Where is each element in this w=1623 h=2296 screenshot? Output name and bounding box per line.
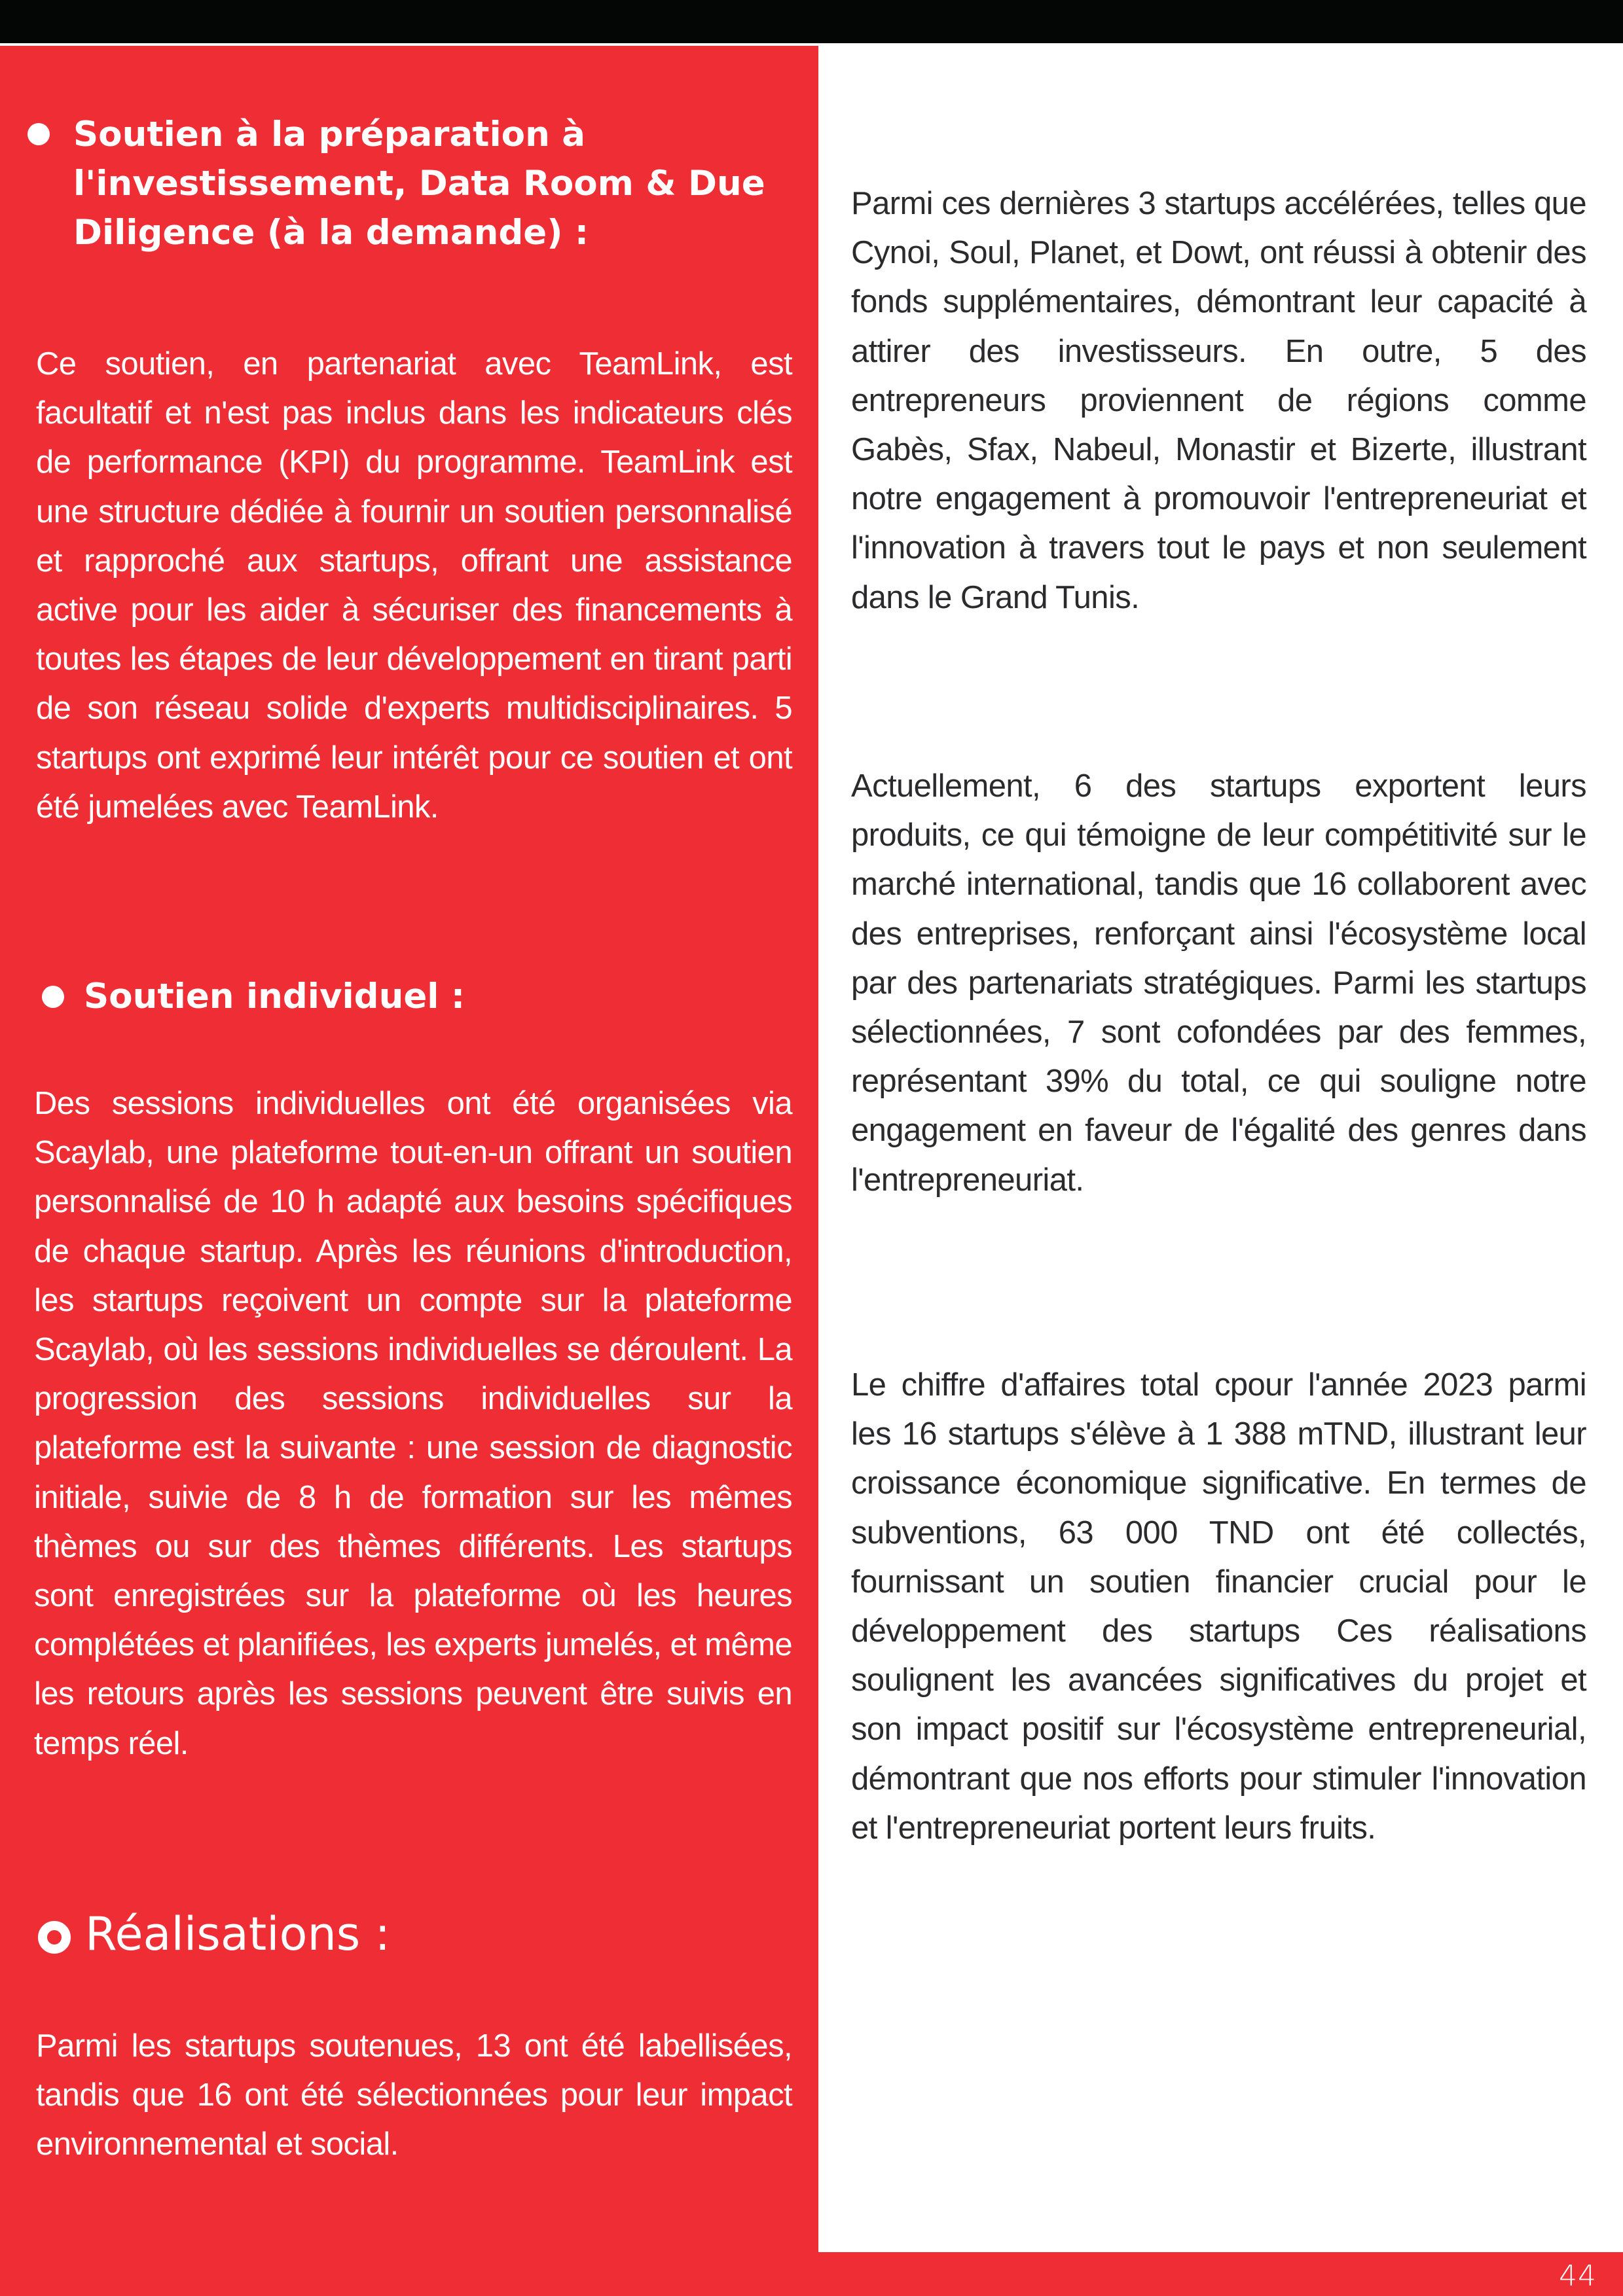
filled-circle-bullet-icon <box>42 986 64 1008</box>
page-number: 44 <box>1559 2259 1597 2293</box>
top-header-bar <box>0 0 1623 43</box>
footer-strip <box>818 2252 1623 2296</box>
section-body-individual-support: Des sessions individuelles ont été organisées via Scaylab, une plateforme tout-en-un offrant un soutien personnalisé de 10 h adapté aux besoins spécifiques de chaque startup. Après les réunions d'introduction, les startups reçoivent un compte sur la plateforme Scaylab, où les sessions individuelles se déroulent. La progression des sessions individuelles sur la plateforme est la suivante : une session de diagnostic initiale, suivie de 8 h de formation sur les mêmes thèmes ou sur des thèmes différents. Les startups sont enregistrées sur la plateforme où les heures complétées et planifiées, les experts jumelés, et même les retours après les sessions peuvent être suivis en temps réel. <box>34 1086 792 1761</box>
ring-bullet-icon <box>38 1921 71 1954</box>
section-heading-achievements: Réalisations : <box>85 1907 391 1961</box>
right-paragraph-revenue: Le chiffre d'affaires total cpour l'année 2023 parmi les 16 startups s'élève à 1 388 mTND, illustrant leur croissance économique significative. En termes de subventions, 63 000 TND ont été collectés, fournissant un soutien financier crucial pour le développement des startups Ces réalisations soulignent les avancées significatives du projet et son impact positif sur l'écosystème entrepreneurial, démontrant que nos efforts pour stimuler l'innovation et l'entrepreneuriat portent leurs fruits. <box>851 1367 1586 1846</box>
section-body-investment-support: Ce soutien, en partenariat avec TeamLink, est facultatif et n'est pas inclus dans les indicateurs clés de performance (KPI) du programme. TeamLink est une structure dédiée à fournir un soutien personnalisé et rapproché aux startups, offrant une assistance active pour les aider à sécuriser des financements à toutes les étapes de leur développement en tirant parti de son réseau solide d'experts multidisciplinaires. 5 startups ont exprimé leur intérêt pour ce soutien et ont été jumelées avec TeamLink. <box>36 346 792 825</box>
section-heading-individual-support: Soutien individuel : <box>84 977 465 1016</box>
right-paragraph-funding: Parmi ces dernières 3 startups accélérées, telles que Cynoi, Soul, Planet, et Dowt, ont réussi à obtenir des fonds supplémentaires, démontrant leur capacité à attirer des investisseurs. En outre, 5 des entrepreneurs proviennent de régions comme Gabès, Sfax, Nabeul, Monastir et Bizerte, illustrant notre engagement à promouvoir l'entrepreneuriat et l'innovation à travers tout le pays et non seulement dans le Grand Tunis. <box>851 186 1586 615</box>
section-body-achievements: Parmi les startups soutenues, 13 ont été labellisées, tandis que 16 ont été sélectionnées pour leur impact environnemental et social. <box>36 2028 792 2162</box>
filled-circle-bullet-icon <box>27 123 50 145</box>
right-paragraph-export: Actuellement, 6 des startups exportent leurs produits, ce qui témoigne de leur compétitivité sur le marché international, tandis que 16 collaborent avec des entreprises, renforçant ainsi l'écosystème local par des partenariats stratégiques. Parmi les startups sélectionnées, 7 sont cofondées par des femmes, représentant 39% du total, ce qui souligne notre engagement en faveur de l'égalité des genres dans l'entrepreneuriat. <box>851 768 1586 1198</box>
section-heading-investment-support: Soutien à la préparation à l'investissement, Data Room & Due Diligence (à la demande) : <box>73 115 765 253</box>
